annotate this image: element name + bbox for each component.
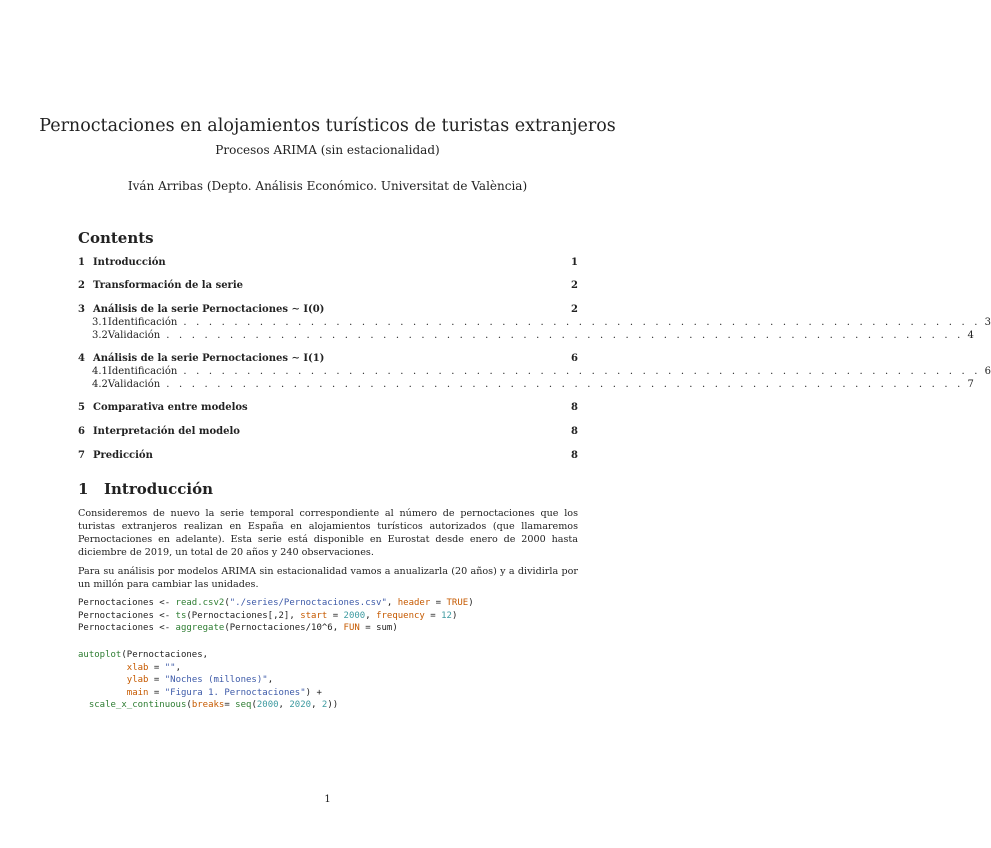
toc-entry[interactable] bbox=[78, 450, 578, 464]
toc-entry[interactable] bbox=[78, 426, 578, 440]
toc-page: 6 bbox=[571, 353, 578, 364]
toc-title: Introducción bbox=[93, 257, 166, 268]
toc-title: Identificación bbox=[107, 317, 178, 328]
toc-leader: . . . . . . . . . . . . . . . . . . . . . . . . . . . . . . . . . . . . . . . . . . . . . . . . . . . . . . . . . . . . . . . bbox=[166, 379, 964, 390]
toc-entry[interactable] bbox=[78, 353, 578, 367]
code-line: scale_x_continuous(breaks= seq(2000, 2020, 2)) bbox=[88, 700, 339, 711]
toc-num: 2 bbox=[78, 280, 85, 291]
toc-title: Análisis de la serie Pernoctaciones ∼ I(1) bbox=[93, 353, 325, 364]
toc-num: 4.2 bbox=[92, 379, 108, 390]
section-heading bbox=[78, 480, 213, 498]
toc-page: 3 bbox=[984, 317, 991, 328]
code-line: Pernoctaciones <- ts(Pernoctaciones[,2], start = 2000, frequency = 12) bbox=[78, 610, 458, 621]
code-line: autoplot(Pernoctaciones, bbox=[78, 650, 209, 660]
toc-entry[interactable] bbox=[78, 379, 974, 393]
toc-num: 4 bbox=[78, 353, 85, 364]
toc-entry[interactable] bbox=[78, 257, 578, 271]
toc-num: 7 bbox=[78, 450, 85, 461]
contents-heading: Contents bbox=[78, 229, 154, 247]
toc-title: Validación bbox=[107, 330, 161, 341]
toc-title: Análisis de la serie Pernoctaciones ∼ I(0) bbox=[93, 304, 325, 315]
toc-entry[interactable] bbox=[78, 304, 578, 318]
toc-num: 3.2 bbox=[92, 330, 108, 341]
toc-num: 4.1 bbox=[92, 366, 108, 377]
toc-title: Interpretación del modelo bbox=[93, 426, 240, 437]
section-title: Introducción bbox=[104, 480, 214, 498]
code-block bbox=[78, 649, 338, 712]
document-subtitle: Procesos ARIMA (sin estacionalidad) bbox=[215, 143, 440, 157]
toc-num: 3 bbox=[78, 304, 85, 315]
toc-title: Comparativa entre modelos bbox=[93, 402, 248, 413]
page-number: 1 bbox=[324, 794, 331, 805]
paragraph: Para su análisis por modelos ARIMA sin estacionalidad vamos a anualizarla (20 años) y a dividirla por un millón para cambiar las unidades. bbox=[78, 566, 578, 590]
toc-title: Validación bbox=[107, 379, 161, 390]
toc-page: 8 bbox=[571, 402, 578, 413]
toc-num: 1 bbox=[78, 257, 85, 268]
toc-leader: . . . . . . . . . . . . . . . . . . . . . . . . . . . . . . . . . . . . . . . . . . . . . . . . . . . . . . . . . . . . . . . bbox=[183, 317, 981, 328]
code-line: xlab = "", bbox=[126, 662, 181, 673]
toc-page: 2 bbox=[571, 280, 578, 291]
toc-num: 6 bbox=[78, 426, 85, 437]
toc-title: Identificación bbox=[107, 366, 178, 377]
toc-entry[interactable] bbox=[78, 366, 991, 380]
toc-num: 5 bbox=[78, 402, 85, 413]
toc-page: 8 bbox=[571, 450, 578, 461]
code-line: Pernoctaciones <- aggregate(Pernoctaciones/10^6, FUN = sum) bbox=[78, 623, 398, 634]
paragraph: Consideremos de nuevo la serie temporal correspondiente al número de pernoctaciones que los turistas extranjeros realizan en España en alojamientos turísticos autorizados (que llamaremos Pernoctaciones en adelante). Esta serie está disponible en Eurostat desde enero de 2000 hasta diciembre de 2019, un total de 20 años y 240 observaciones. bbox=[78, 508, 578, 558]
section-number: 1 bbox=[78, 480, 89, 498]
toc-leader: . . . . . . . . . . . . . . . . . . . . . . . . . . . . . . . . . . . . . . . . . . . . . . . . . . . . . . . . . . . . . . . bbox=[183, 366, 981, 377]
code-line: main = "Figura 1. Pernoctaciones") + bbox=[126, 687, 322, 698]
document-title: Pernoctaciones en alojamientos turísticos de turistas extranjeros bbox=[39, 116, 616, 136]
toc-entry[interactable] bbox=[78, 280, 578, 294]
toc-entry[interactable] bbox=[78, 317, 991, 331]
toc-page: 8 bbox=[571, 426, 578, 437]
code-line: ylab = "Noches (millones)", bbox=[126, 675, 274, 686]
toc-page: 4 bbox=[967, 330, 974, 341]
code-block bbox=[78, 597, 474, 635]
toc-title: Predicción bbox=[93, 450, 153, 461]
document-author: Iván Arribas (Depto. Análisis Económico. Universitat de València) bbox=[127, 179, 528, 193]
code-line: Pernoctaciones <- read.csv2("./series/Pernoctaciones.csv", header = TRUE) bbox=[78, 598, 474, 608]
toc-num: 3.1 bbox=[92, 317, 108, 328]
toc-entry[interactable] bbox=[78, 330, 974, 344]
toc-page: 2 bbox=[571, 304, 578, 315]
toc-page: 7 bbox=[967, 379, 974, 390]
toc-entry[interactable] bbox=[78, 402, 578, 416]
toc-page: 6 bbox=[984, 366, 991, 377]
toc-title: Transformación de la serie bbox=[93, 280, 243, 291]
toc-page: 1 bbox=[571, 257, 578, 268]
toc-leader: . . . . . . . . . . . . . . . . . . . . . . . . . . . . . . . . . . . . . . . . . . . . . . . . . . . . . . . . . . . . . . . bbox=[166, 330, 964, 341]
